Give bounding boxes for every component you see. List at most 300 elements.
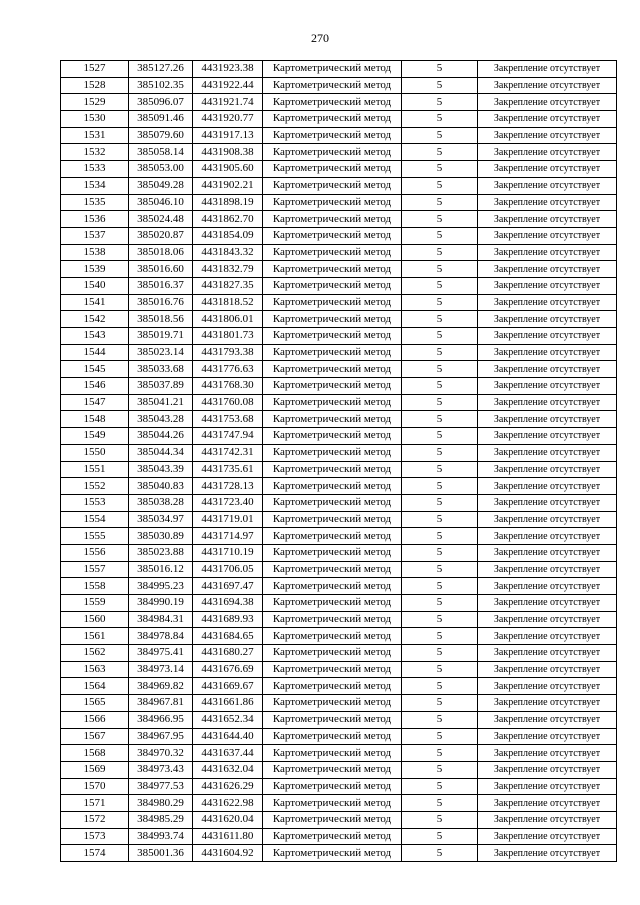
- error-cell: 5: [402, 94, 478, 111]
- y-coordinate-cell: 4431676.69: [193, 661, 263, 678]
- y-coordinate-cell: 4431620.04: [193, 811, 263, 828]
- fixation-cell: Закрепление отсутствует: [478, 811, 617, 828]
- point-number-cell: 1532: [61, 144, 129, 161]
- fixation-cell: Закрепление отсутствует: [478, 194, 617, 211]
- fixation-cell: Закрепление отсутствует: [478, 261, 617, 278]
- y-coordinate-cell: 4431801.73: [193, 328, 263, 345]
- fixation-cell: Закрепление отсутствует: [478, 695, 617, 712]
- fixation-cell: Закрепление отсутствует: [478, 778, 617, 795]
- fixation-cell: Закрепление отсутствует: [478, 177, 617, 194]
- x-coordinate-cell: 385096.07: [129, 94, 193, 111]
- x-coordinate-cell: 385053.00: [129, 161, 193, 178]
- fixation-cell: Закрепление отсутствует: [478, 227, 617, 244]
- table-row: [61, 695, 617, 712]
- y-coordinate-cell: 4431923.38: [193, 61, 263, 78]
- page-number: 270: [311, 31, 329, 45]
- error-cell: 5: [402, 294, 478, 311]
- point-number-cell: 1539: [61, 261, 129, 278]
- fixation-cell: Закрепление отсутствует: [478, 511, 617, 528]
- error-cell: 5: [402, 194, 478, 211]
- method-cell: Картометрический метод: [263, 828, 402, 845]
- error-cell: 5: [402, 177, 478, 194]
- point-number-cell: 1540: [61, 277, 129, 294]
- table-row: [61, 461, 617, 478]
- x-coordinate-cell: 385001.36: [129, 845, 193, 862]
- method-cell: Картометрический метод: [263, 645, 402, 662]
- point-number-cell: 1569: [61, 761, 129, 778]
- coordinates-table-body: [61, 61, 617, 862]
- x-coordinate-cell: 385044.34: [129, 444, 193, 461]
- point-number-cell: 1548: [61, 411, 129, 428]
- x-coordinate-cell: 385030.89: [129, 528, 193, 545]
- x-coordinate-cell: 384973.14: [129, 661, 193, 678]
- x-coordinate-cell: 384967.95: [129, 728, 193, 745]
- fixation-cell: Закрепление отсутствует: [478, 294, 617, 311]
- method-cell: Картометрический метод: [263, 177, 402, 194]
- y-coordinate-cell: 4431793.38: [193, 344, 263, 361]
- error-cell: 5: [402, 394, 478, 411]
- table-row: [61, 561, 617, 578]
- y-coordinate-cell: 4431684.65: [193, 628, 263, 645]
- table-row: [61, 745, 617, 762]
- method-cell: Картометрический метод: [263, 77, 402, 94]
- x-coordinate-cell: 385023.14: [129, 344, 193, 361]
- x-coordinate-cell: 385016.60: [129, 261, 193, 278]
- table-row: [61, 77, 617, 94]
- table-row: [61, 144, 617, 161]
- x-coordinate-cell: 384980.29: [129, 795, 193, 812]
- table-row: [61, 294, 617, 311]
- method-cell: Картометрический метод: [263, 795, 402, 812]
- point-number-cell: 1553: [61, 494, 129, 511]
- table-row: [61, 194, 617, 211]
- table-row: [61, 544, 617, 561]
- table-row: [61, 828, 617, 845]
- x-coordinate-cell: 385079.60: [129, 127, 193, 144]
- y-coordinate-cell: 4431604.92: [193, 845, 263, 862]
- point-number-cell: 1570: [61, 778, 129, 795]
- table-row: [61, 394, 617, 411]
- table-row: [61, 227, 617, 244]
- point-number-cell: 1563: [61, 661, 129, 678]
- table-row: [61, 311, 617, 328]
- error-cell: 5: [402, 795, 478, 812]
- table-row: [61, 328, 617, 345]
- fixation-cell: Закрепление отсутствует: [478, 161, 617, 178]
- method-cell: Картометрический метод: [263, 111, 402, 128]
- y-coordinate-cell: 4431637.44: [193, 745, 263, 762]
- fixation-cell: Закрепление отсутствует: [478, 728, 617, 745]
- method-cell: Картометрический метод: [263, 761, 402, 778]
- error-cell: 5: [402, 161, 478, 178]
- table-row: [61, 94, 617, 111]
- point-number-cell: 1527: [61, 61, 129, 78]
- error-cell: 5: [402, 645, 478, 662]
- point-number-cell: 1559: [61, 595, 129, 612]
- fixation-cell: Закрепление отсутствует: [478, 444, 617, 461]
- x-coordinate-cell: 385046.10: [129, 194, 193, 211]
- y-coordinate-cell: 4431622.98: [193, 795, 263, 812]
- method-cell: Картометрический метод: [263, 328, 402, 345]
- y-coordinate-cell: 4431908.38: [193, 144, 263, 161]
- method-cell: Картометрический метод: [263, 311, 402, 328]
- method-cell: Картометрический метод: [263, 261, 402, 278]
- fixation-cell: Закрепление отсутствует: [478, 361, 617, 378]
- x-coordinate-cell: 384975.41: [129, 645, 193, 662]
- fixation-cell: Закрепление отсутствует: [478, 711, 617, 728]
- table-row: [61, 511, 617, 528]
- point-number-cell: 1528: [61, 77, 129, 94]
- y-coordinate-cell: 4431710.19: [193, 544, 263, 561]
- table-row: [61, 595, 617, 612]
- fixation-cell: Закрепление отсутствует: [478, 344, 617, 361]
- method-cell: Картометрический метод: [263, 711, 402, 728]
- method-cell: Картометрический метод: [263, 611, 402, 628]
- point-number-cell: 1573: [61, 828, 129, 845]
- table-row: [61, 177, 617, 194]
- point-number-cell: 1549: [61, 428, 129, 445]
- method-cell: Картометрический метод: [263, 845, 402, 862]
- table-row: [61, 344, 617, 361]
- fixation-cell: Закрепление отсутствует: [478, 127, 617, 144]
- error-cell: 5: [402, 678, 478, 695]
- y-coordinate-cell: 4431719.01: [193, 511, 263, 528]
- fixation-cell: Закрепление отсутствует: [478, 244, 617, 261]
- point-number-cell: 1531: [61, 127, 129, 144]
- method-cell: Картометрический метод: [263, 494, 402, 511]
- error-cell: 5: [402, 611, 478, 628]
- x-coordinate-cell: 385037.89: [129, 378, 193, 395]
- fixation-cell: Закрепление отсутствует: [478, 761, 617, 778]
- method-cell: Картометрический метод: [263, 428, 402, 445]
- fixation-cell: Закрепление отсутствует: [478, 745, 617, 762]
- y-coordinate-cell: 4431854.09: [193, 227, 263, 244]
- table-row: [61, 778, 617, 795]
- point-number-cell: 1555: [61, 528, 129, 545]
- point-number-cell: 1565: [61, 695, 129, 712]
- x-coordinate-cell: 384985.29: [129, 811, 193, 828]
- table-row: [61, 244, 617, 261]
- x-coordinate-cell: 384977.53: [129, 778, 193, 795]
- method-cell: Картометрический метод: [263, 561, 402, 578]
- error-cell: 5: [402, 695, 478, 712]
- error-cell: 5: [402, 845, 478, 862]
- error-cell: 5: [402, 127, 478, 144]
- x-coordinate-cell: 384995.23: [129, 578, 193, 595]
- point-number-cell: 1543: [61, 328, 129, 345]
- method-cell: Картометрический метод: [263, 661, 402, 678]
- error-cell: 5: [402, 544, 478, 561]
- point-number-cell: 1574: [61, 845, 129, 862]
- y-coordinate-cell: 4431632.04: [193, 761, 263, 778]
- method-cell: Картометрический метод: [263, 61, 402, 78]
- table-row: [61, 845, 617, 862]
- error-cell: 5: [402, 444, 478, 461]
- table-row: [61, 661, 617, 678]
- x-coordinate-cell: 385033.68: [129, 361, 193, 378]
- x-coordinate-cell: 385102.35: [129, 77, 193, 94]
- error-cell: 5: [402, 61, 478, 78]
- method-cell: Картометрический метод: [263, 244, 402, 261]
- fixation-cell: Закрепление отсутствует: [478, 211, 617, 228]
- method-cell: Картометрический метод: [263, 211, 402, 228]
- error-cell: 5: [402, 745, 478, 762]
- x-coordinate-cell: 385040.83: [129, 478, 193, 495]
- y-coordinate-cell: 4431768.30: [193, 378, 263, 395]
- error-cell: 5: [402, 227, 478, 244]
- method-cell: Картометрический метод: [263, 394, 402, 411]
- point-number-cell: 1567: [61, 728, 129, 745]
- y-coordinate-cell: 4431644.40: [193, 728, 263, 745]
- point-number-cell: 1542: [61, 311, 129, 328]
- method-cell: Картометрический метод: [263, 595, 402, 612]
- error-cell: 5: [402, 494, 478, 511]
- x-coordinate-cell: 385127.26: [129, 61, 193, 78]
- method-cell: Картометрический метод: [263, 811, 402, 828]
- method-cell: Картометрический метод: [263, 778, 402, 795]
- x-coordinate-cell: 385043.39: [129, 461, 193, 478]
- fixation-cell: Закрепление отсутствует: [478, 411, 617, 428]
- x-coordinate-cell: 385058.14: [129, 144, 193, 161]
- point-number-cell: 1572: [61, 811, 129, 828]
- y-coordinate-cell: 4431680.27: [193, 645, 263, 662]
- x-coordinate-cell: 385024.48: [129, 211, 193, 228]
- y-coordinate-cell: 4431921.74: [193, 94, 263, 111]
- fixation-cell: Закрепление отсутствует: [478, 311, 617, 328]
- fixation-cell: Закрепление отсутствует: [478, 277, 617, 294]
- table-row: [61, 645, 617, 662]
- point-number-cell: 1538: [61, 244, 129, 261]
- fixation-cell: Закрепление отсутствует: [478, 478, 617, 495]
- x-coordinate-cell: 384966.95: [129, 711, 193, 728]
- table-row: [61, 61, 617, 78]
- fixation-cell: Закрепление отсутствует: [478, 795, 617, 812]
- fixation-cell: Закрепление отсутствует: [478, 394, 617, 411]
- y-coordinate-cell: 4431843.32: [193, 244, 263, 261]
- table-row: [61, 528, 617, 545]
- table-row: [61, 277, 617, 294]
- error-cell: 5: [402, 328, 478, 345]
- error-cell: 5: [402, 111, 478, 128]
- fixation-cell: Закрепление отсутствует: [478, 678, 617, 695]
- error-cell: 5: [402, 778, 478, 795]
- error-cell: 5: [402, 728, 478, 745]
- error-cell: 5: [402, 461, 478, 478]
- error-cell: 5: [402, 628, 478, 645]
- method-cell: Картометрический метод: [263, 745, 402, 762]
- method-cell: Картометрический метод: [263, 695, 402, 712]
- fixation-cell: Закрепление отсутствует: [478, 661, 617, 678]
- point-number-cell: 1536: [61, 211, 129, 228]
- error-cell: 5: [402, 144, 478, 161]
- point-number-cell: 1534: [61, 177, 129, 194]
- fixation-cell: Закрепление отсутствует: [478, 645, 617, 662]
- y-coordinate-cell: 4431735.61: [193, 461, 263, 478]
- x-coordinate-cell: 384984.31: [129, 611, 193, 628]
- y-coordinate-cell: 4431747.94: [193, 428, 263, 445]
- y-coordinate-cell: 4431728.13: [193, 478, 263, 495]
- method-cell: Картометрический метод: [263, 511, 402, 528]
- error-cell: 5: [402, 595, 478, 612]
- table-row: [61, 378, 617, 395]
- table-row: [61, 611, 617, 628]
- point-number-cell: 1547: [61, 394, 129, 411]
- y-coordinate-cell: 4431753.68: [193, 411, 263, 428]
- x-coordinate-cell: 385044.26: [129, 428, 193, 445]
- method-cell: Картометрический метод: [263, 277, 402, 294]
- method-cell: Картометрический метод: [263, 161, 402, 178]
- y-coordinate-cell: 4431652.34: [193, 711, 263, 728]
- fixation-cell: Закрепление отсутствует: [478, 528, 617, 545]
- error-cell: 5: [402, 828, 478, 845]
- x-coordinate-cell: 385041.21: [129, 394, 193, 411]
- point-number-cell: 1533: [61, 161, 129, 178]
- point-number-cell: 1557: [61, 561, 129, 578]
- y-coordinate-cell: 4431917.13: [193, 127, 263, 144]
- point-number-cell: 1535: [61, 194, 129, 211]
- table-row: [61, 361, 617, 378]
- x-coordinate-cell: 384970.32: [129, 745, 193, 762]
- table-row: [61, 428, 617, 445]
- method-cell: Картометрический метод: [263, 444, 402, 461]
- method-cell: Картометрический метод: [263, 344, 402, 361]
- error-cell: 5: [402, 277, 478, 294]
- fixation-cell: Закрепление отсутствует: [478, 578, 617, 595]
- point-number-cell: 1530: [61, 111, 129, 128]
- y-coordinate-cell: 4431905.60: [193, 161, 263, 178]
- y-coordinate-cell: 4431806.01: [193, 311, 263, 328]
- table-row: [61, 628, 617, 645]
- error-cell: 5: [402, 261, 478, 278]
- method-cell: Картометрический метод: [263, 144, 402, 161]
- table-row: [61, 211, 617, 228]
- fixation-cell: Закрепление отсутствует: [478, 428, 617, 445]
- fixation-cell: Закрепление отсутствует: [478, 544, 617, 561]
- table-row: [61, 161, 617, 178]
- table-row: [61, 411, 617, 428]
- point-number-cell: 1562: [61, 645, 129, 662]
- error-cell: 5: [402, 761, 478, 778]
- method-cell: Картометрический метод: [263, 411, 402, 428]
- fixation-cell: Закрепление отсутствует: [478, 628, 617, 645]
- point-number-cell: 1546: [61, 378, 129, 395]
- x-coordinate-cell: 384993.74: [129, 828, 193, 845]
- table-row: [61, 494, 617, 511]
- x-coordinate-cell: 384990.19: [129, 595, 193, 612]
- y-coordinate-cell: 4431898.19: [193, 194, 263, 211]
- y-coordinate-cell: 4431776.63: [193, 361, 263, 378]
- x-coordinate-cell: 384969.82: [129, 678, 193, 695]
- fixation-cell: Закрепление отсутствует: [478, 828, 617, 845]
- y-coordinate-cell: 4431611.80: [193, 828, 263, 845]
- table-row: [61, 111, 617, 128]
- x-coordinate-cell: 385019.71: [129, 328, 193, 345]
- method-cell: Картометрический метод: [263, 678, 402, 695]
- table-row: [61, 678, 617, 695]
- x-coordinate-cell: 385018.56: [129, 311, 193, 328]
- table-row: [61, 478, 617, 495]
- fixation-cell: Закрепление отсутствует: [478, 94, 617, 111]
- fixation-cell: Закрепление отсутствует: [478, 144, 617, 161]
- point-number-cell: 1552: [61, 478, 129, 495]
- fixation-cell: Закрепление отсутствует: [478, 378, 617, 395]
- y-coordinate-cell: 4431669.67: [193, 678, 263, 695]
- point-number-cell: 1554: [61, 511, 129, 528]
- x-coordinate-cell: 385038.28: [129, 494, 193, 511]
- method-cell: Картометрический метод: [263, 528, 402, 545]
- x-coordinate-cell: 385016.12: [129, 561, 193, 578]
- y-coordinate-cell: 4431742.31: [193, 444, 263, 461]
- y-coordinate-cell: 4431818.52: [193, 294, 263, 311]
- table-row: [61, 795, 617, 812]
- y-coordinate-cell: 4431902.21: [193, 177, 263, 194]
- point-number-cell: 1537: [61, 227, 129, 244]
- fixation-cell: Закрепление отсутствует: [478, 111, 617, 128]
- fixation-cell: Закрепление отсутствует: [478, 494, 617, 511]
- table-row: [61, 811, 617, 828]
- fixation-cell: Закрепление отсутствует: [478, 328, 617, 345]
- y-coordinate-cell: 4431827.35: [193, 277, 263, 294]
- error-cell: 5: [402, 711, 478, 728]
- x-coordinate-cell: 385043.28: [129, 411, 193, 428]
- y-coordinate-cell: 4431920.77: [193, 111, 263, 128]
- fixation-cell: Закрепление отсутствует: [478, 611, 617, 628]
- point-number-cell: 1550: [61, 444, 129, 461]
- method-cell: Картометрический метод: [263, 227, 402, 244]
- point-number-cell: 1556: [61, 544, 129, 561]
- error-cell: 5: [402, 77, 478, 94]
- point-number-cell: 1571: [61, 795, 129, 812]
- error-cell: 5: [402, 378, 478, 395]
- table-row: [61, 728, 617, 745]
- fixation-cell: Закрепление отсутствует: [478, 595, 617, 612]
- x-coordinate-cell: 384978.84: [129, 628, 193, 645]
- x-coordinate-cell: 385034.97: [129, 511, 193, 528]
- y-coordinate-cell: 4431832.79: [193, 261, 263, 278]
- y-coordinate-cell: 4431723.40: [193, 494, 263, 511]
- table-row: [61, 127, 617, 144]
- y-coordinate-cell: 4431714.97: [193, 528, 263, 545]
- point-number-cell: 1529: [61, 94, 129, 111]
- point-number-cell: 1544: [61, 344, 129, 361]
- method-cell: Картометрический метод: [263, 628, 402, 645]
- method-cell: Картометрический метод: [263, 544, 402, 561]
- x-coordinate-cell: 385049.28: [129, 177, 193, 194]
- error-cell: 5: [402, 478, 478, 495]
- x-coordinate-cell: 385023.88: [129, 544, 193, 561]
- method-cell: Картометрический метод: [263, 578, 402, 595]
- point-number-cell: 1558: [61, 578, 129, 595]
- error-cell: 5: [402, 428, 478, 445]
- point-number-cell: 1568: [61, 745, 129, 762]
- error-cell: 5: [402, 661, 478, 678]
- method-cell: Картометрический метод: [263, 461, 402, 478]
- table-row: [61, 711, 617, 728]
- y-coordinate-cell: 4431706.05: [193, 561, 263, 578]
- table-row: [61, 261, 617, 278]
- x-coordinate-cell: 385020.87: [129, 227, 193, 244]
- error-cell: 5: [402, 211, 478, 228]
- method-cell: Картометрический метод: [263, 194, 402, 211]
- error-cell: 5: [402, 561, 478, 578]
- error-cell: 5: [402, 811, 478, 828]
- fixation-cell: Закрепление отсутствует: [478, 61, 617, 78]
- table-row: [61, 444, 617, 461]
- method-cell: Картометрический метод: [263, 478, 402, 495]
- x-coordinate-cell: 385016.76: [129, 294, 193, 311]
- error-cell: 5: [402, 411, 478, 428]
- method-cell: Картометрический метод: [263, 378, 402, 395]
